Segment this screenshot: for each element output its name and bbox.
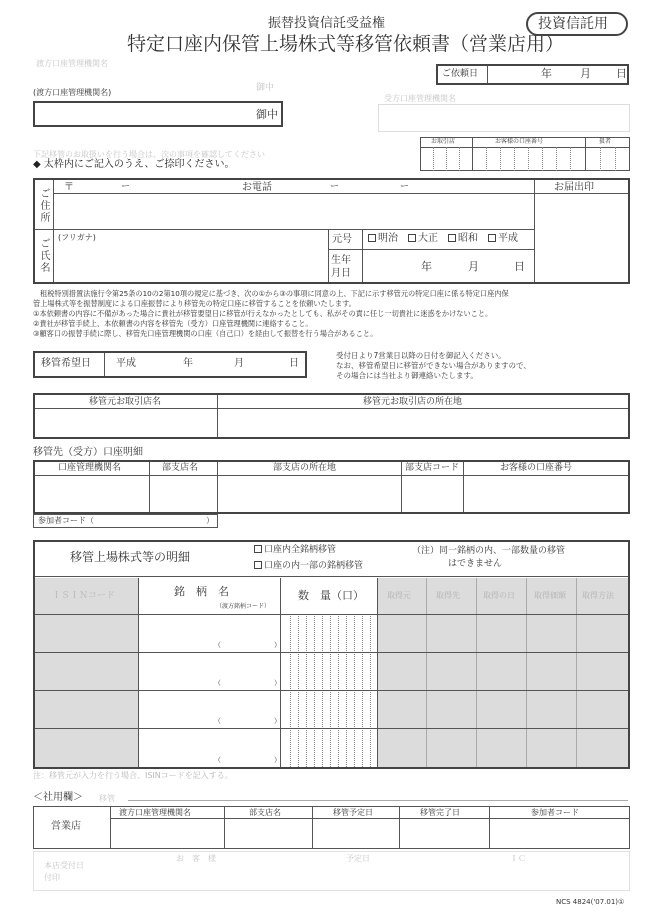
faint-lower-label: 本店受付日付印 <box>44 861 84 882</box>
row-3-paren-close: ） <box>274 717 281 725</box>
isin-header: ＩＳＩＮコード <box>52 591 116 601</box>
seal-area[interactable] <box>536 195 628 281</box>
faint-col-ic: ＩＣ <box>510 854 526 863</box>
legal-text-line-2: 管上場株式等を振替制度による口座振替により移管先の特定口座に移管することを依頼いたします。 <box>33 299 356 308</box>
legal-text-line-3: ①本依頼書の内容に不備があった場合に貴社が移管要望日に移管が行えなかったとしても、私がその責に任じ一切貴社に迷惑をかけないこと。 <box>33 309 493 318</box>
faint-lower-table <box>33 851 630 891</box>
desired-date-year: 年 <box>183 358 193 369</box>
dest-account-input[interactable] <box>465 477 627 512</box>
holdings-row[interactable] <box>140 616 279 651</box>
dest-address-input[interactable] <box>219 477 400 512</box>
era-heisei-checkbox[interactable] <box>488 234 496 242</box>
desired-date-era: 平成 <box>116 358 136 369</box>
birth-date-label: 生年月日 <box>331 255 351 279</box>
holdings-note-line-2: はできません <box>448 559 503 569</box>
phone-dash-2: ー <box>400 182 410 192</box>
desired-date-day: 日 <box>289 358 299 369</box>
office-participant-code-input[interactable] <box>490 819 629 848</box>
legal-text-line-1: 租税特別措置法施行令第25条の10の2第10項の規定に基づき、次の①から③の事項に同意の上、下記に示す移管元の特定口座に係る特定口座内保 <box>40 289 509 298</box>
request-date-month: 月 <box>580 67 591 80</box>
destination-section-title: 移管先（受方）口座明細 <box>33 447 143 458</box>
participant-code-close: ） <box>206 516 214 525</box>
desired-date-month: 月 <box>234 358 244 369</box>
era-showa-checkbox[interactable] <box>448 234 456 242</box>
document-type-badge-label: 投資信託用 <box>538 16 608 32</box>
row-4-paren-close: ） <box>274 756 281 764</box>
form-title: 特定口座内保管上場株式等移管依頼書（営業店用） <box>127 33 565 55</box>
desired-date-note-2: なお、移管希望日に移管ができない場合がありますので、 <box>336 361 531 370</box>
request-date-day: 日 <box>616 67 627 80</box>
phone-label: お電話 <box>242 182 272 193</box>
era-meiji[interactable]: 明治 <box>368 234 398 244</box>
phone-dash-1: ー <box>330 182 340 192</box>
dest-branch-input[interactable] <box>151 477 216 512</box>
source-branch-name-input[interactable] <box>35 410 216 437</box>
issue-name-subheader: （渡方銘柄コード） <box>216 603 271 610</box>
faint-col-customer: お 客 様 <box>176 854 216 863</box>
source-branch-address-header: 移管元お取引店の所在地 <box>363 397 463 407</box>
option-partial-checkbox[interactable] <box>254 561 262 569</box>
office-header-planned-date: 移管予定日 <box>333 808 373 817</box>
office-header-branch: 部支店名 <box>249 808 281 817</box>
dest-header-address: 部支店の所在地 <box>273 463 337 473</box>
admin-header-source: 取得元 <box>387 591 411 600</box>
option-partial-issues[interactable]: 口座の内一部の銘柄移管 <box>254 561 363 571</box>
holdings-footnote: 注：移管元が入力を行う場合、ISINコードを記入する。 <box>33 771 233 780</box>
admin-header-dest: 取得先 <box>436 591 460 600</box>
dest-header-branch: 部支店名 <box>162 463 199 473</box>
participant-code-label: 参加者コード（ <box>38 516 94 525</box>
admin-header-date: 取得の日 <box>483 591 515 600</box>
name-label: ご氏名 <box>38 238 49 274</box>
row-1-paren-open: （ <box>214 641 221 649</box>
admin-header-method: 取得方法 <box>582 591 614 600</box>
request-date-label: ご依頼日 <box>442 69 479 79</box>
office-header-participant-code: 参加者コード <box>531 808 579 817</box>
postal-mark: 〒 <box>64 182 74 193</box>
furigana-label: (フリガナ) <box>58 233 96 242</box>
faint-top-label: 渡方口座管理機関名 <box>36 59 108 68</box>
grid-account-label: お客様の口座番号 <box>495 138 544 145</box>
office-institution-input[interactable] <box>111 819 223 848</box>
era-meiji-checkbox[interactable] <box>368 234 376 242</box>
desired-date-note-3: その場合には当社より御連絡いたします。 <box>336 371 478 380</box>
row-4-paren-open: （ <box>214 756 221 764</box>
address-input[interactable] <box>55 195 533 228</box>
name-input[interactable] <box>55 244 327 281</box>
source-branch-name-header: 移管元お取引店名 <box>89 397 162 407</box>
dest-header-branch-code: 部支店コード <box>405 463 460 473</box>
option-all-checkbox[interactable] <box>254 545 262 553</box>
desired-date-label: 移管希望日 <box>41 358 91 369</box>
birth-day: 日 <box>514 260 525 273</box>
era-taisho-checkbox[interactable] <box>408 234 416 242</box>
request-date-year: 年 <box>541 67 552 80</box>
dest-header-account: お客様の口座番号 <box>500 463 573 473</box>
legal-text-line-4: ②貴社が移管手続上、本依頼書の内容を移管先（受方）口座管理機関に連絡すること。 <box>33 319 313 328</box>
office-use-label: ＜社用欄＞ <box>33 792 83 803</box>
faint-right-label: 受方口座管理機関名 <box>384 94 456 103</box>
faint-goju: 御中 <box>256 83 275 93</box>
transferor-label: (渡方口座管理機関名) <box>33 88 112 97</box>
holdings-title: 移管上場株式等の明細 <box>70 550 191 564</box>
legal-text-line-5: ③顧客口の振替手続に際し、移管先口座管理機関の口座（自己口）を経由して振替を行う場合があること。 <box>33 329 378 338</box>
dest-header-institution: 口座管理機関名 <box>58 463 122 473</box>
birth-year: 年 <box>421 260 432 273</box>
office-header-institution: 渡方口座管理機関名 <box>119 808 191 817</box>
dest-branch-code-input[interactable] <box>403 477 462 512</box>
holdings-note-line-1: （注）同一銘柄の内、一部数量の移管 <box>412 546 566 556</box>
desired-date-note-1: 受付日より7営業日以降の日付を御記入ください。 <box>336 351 506 360</box>
office-use-faint: 移管 <box>99 794 115 803</box>
office-branch-input[interactable] <box>225 819 311 848</box>
address-label: ご住所 <box>38 188 49 224</box>
birth-month: 月 <box>468 260 479 273</box>
row-2-paren-close: ） <box>274 679 281 687</box>
faint-receiver-box <box>378 104 630 132</box>
office-planned-date-input[interactable] <box>313 819 398 848</box>
era-heisei[interactable]: 平成 <box>488 234 518 244</box>
grid-branch-label: お取引店 <box>431 138 456 145</box>
postal-dash: ー <box>121 182 131 192</box>
fill-instruction: ◆ 太枠内にご記入のうえ、ご捺印ください。 <box>33 159 235 170</box>
seal-label: お届出印 <box>554 182 594 193</box>
quantity-header: 数 量（口） <box>298 589 364 602</box>
transferor-name-field[interactable] <box>33 101 283 127</box>
era-label: 元号 <box>332 234 352 245</box>
source-branch-address-input[interactable] <box>219 410 627 437</box>
row-3-paren-open: （ <box>214 717 221 725</box>
admin-columns-shade <box>377 578 628 767</box>
faint-col-date: 予定日 <box>346 854 370 863</box>
office-completed-date-input[interactable] <box>400 819 488 848</box>
issue-name-header: 銘 柄 名 <box>174 585 229 598</box>
office-row-label: 営業店 <box>51 821 81 832</box>
option-all-issues[interactable]: 口座内全銘柄移管 <box>254 545 336 555</box>
row-2-paren-open: （ <box>214 679 221 687</box>
dest-institution-input[interactable] <box>35 477 148 512</box>
holdings-row[interactable] <box>140 692 279 727</box>
form-code: NCS 4824('07.01)① <box>556 898 625 906</box>
faint-instruction: 下記移管のお取扱いを行う場合は、次の事項を確認してください <box>33 150 265 159</box>
admin-header-price: 取得価額 <box>534 591 566 600</box>
grid-handler-label: 扱者 <box>599 138 612 145</box>
isin-column-shade <box>35 578 138 767</box>
holdings-row[interactable] <box>140 654 279 689</box>
holdings-row[interactable] <box>140 730 279 766</box>
transferor-goju: 御中 <box>256 108 278 121</box>
era-taisho[interactable]: 大正 <box>408 234 438 244</box>
form-subtitle: 振替投資信託受益権 <box>268 16 386 31</box>
office-header-completed-date: 移管完了日 <box>420 808 460 817</box>
era-showa[interactable]: 昭和 <box>448 234 478 244</box>
row-1-paren-close: ） <box>274 641 281 649</box>
